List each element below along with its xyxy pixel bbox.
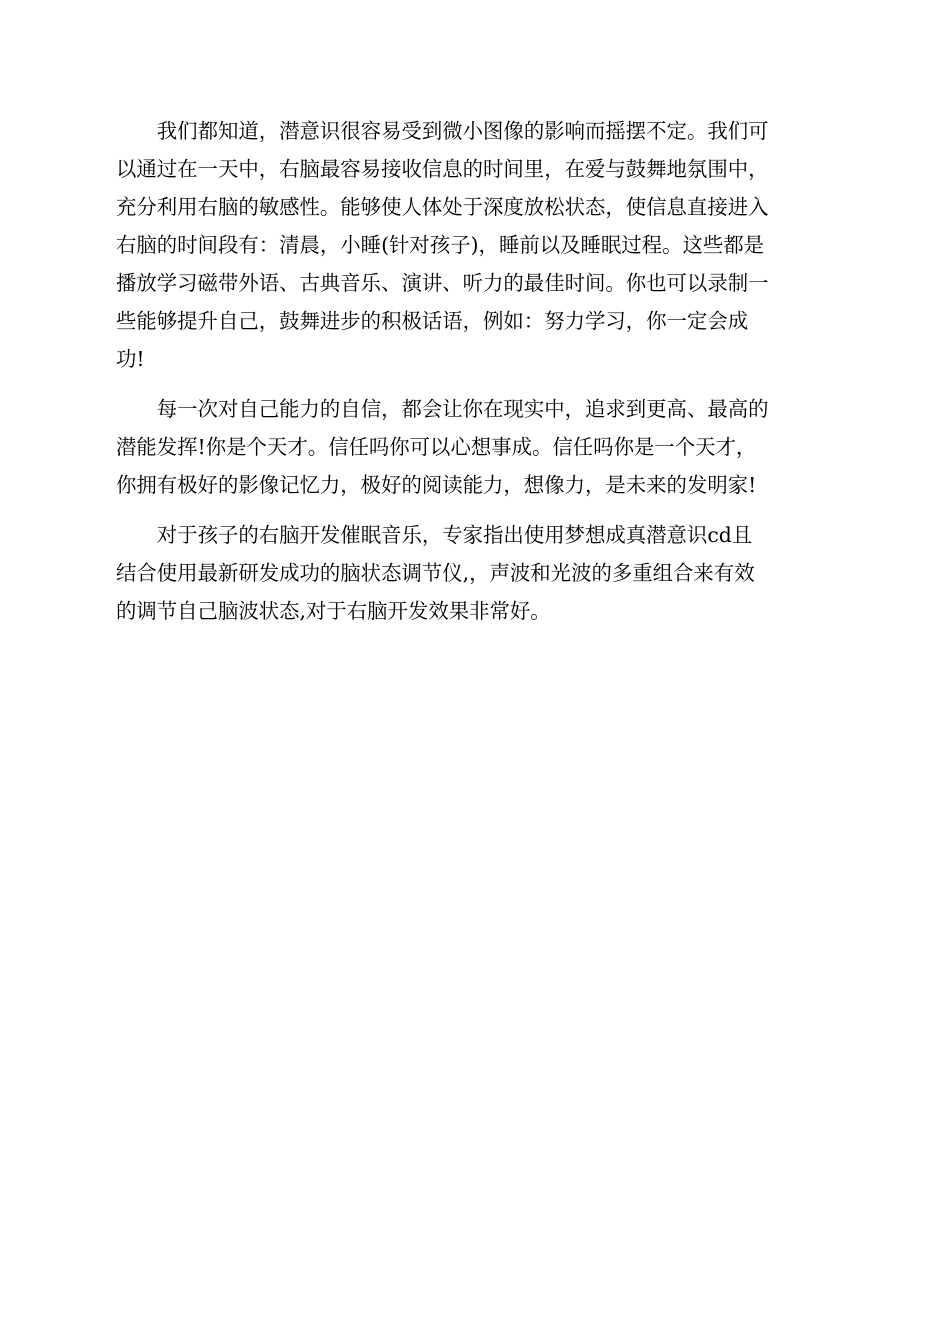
paragraph-line: 我们都知道，潜意识很容易受到微小图像的影响而摇摆不定。我们可 — [156, 119, 769, 143]
paragraph-1 — [116, 112, 832, 378]
paragraph-line: 每一次对自己能力的自信，都会让你在现实中，追求到更高、最高的 — [156, 397, 769, 421]
paragraph-line: 些能够提升自己，鼓舞进步的积极话语，例如：努力学习，你一定会成 — [116, 309, 749, 333]
paragraph-line: 潜能发挥!你是个天才。信任吗你可以心想事成。信任吗你是一个天才， — [116, 435, 757, 459]
paragraph-2 — [116, 390, 832, 504]
paragraph-line: 充分利用右脑的敏感性。能够使人体处于深度放松状态，使信息直接进入 — [116, 195, 769, 219]
paragraph-line: 对于孩子的右脑开发催眠音乐，专家指出使用梦想成真潜意识cd且 — [156, 523, 753, 547]
paragraph-line: 功! — [116, 347, 145, 371]
paragraph-line: 右脑的时间段有：清晨，小睡(针对孩子)，睡前以及睡眠过程。这些都是 — [116, 233, 765, 257]
paragraph-3 — [116, 516, 832, 630]
document-body — [116, 112, 832, 642]
paragraph-line: 结合使用最新研发成功的脑状态调节仪,，声波和光波的多重组合来有效 — [116, 561, 755, 585]
paragraph-line: 播放学习磁带外语、古典音乐、演讲、听力的最佳时间。你也可以录制一 — [116, 271, 769, 295]
paragraph-line: 你拥有极好的影像记忆力，极好的阅读能力，想像力，是未来的发明家! — [116, 473, 757, 497]
paragraph-line: 的调节自己脑波状态,对于右脑开发效果非常好。 — [116, 599, 551, 623]
paragraph-line: 以通过在一天中，右脑最容易接收信息的时间里，在爱与鼓舞地氛围中， — [116, 157, 769, 181]
